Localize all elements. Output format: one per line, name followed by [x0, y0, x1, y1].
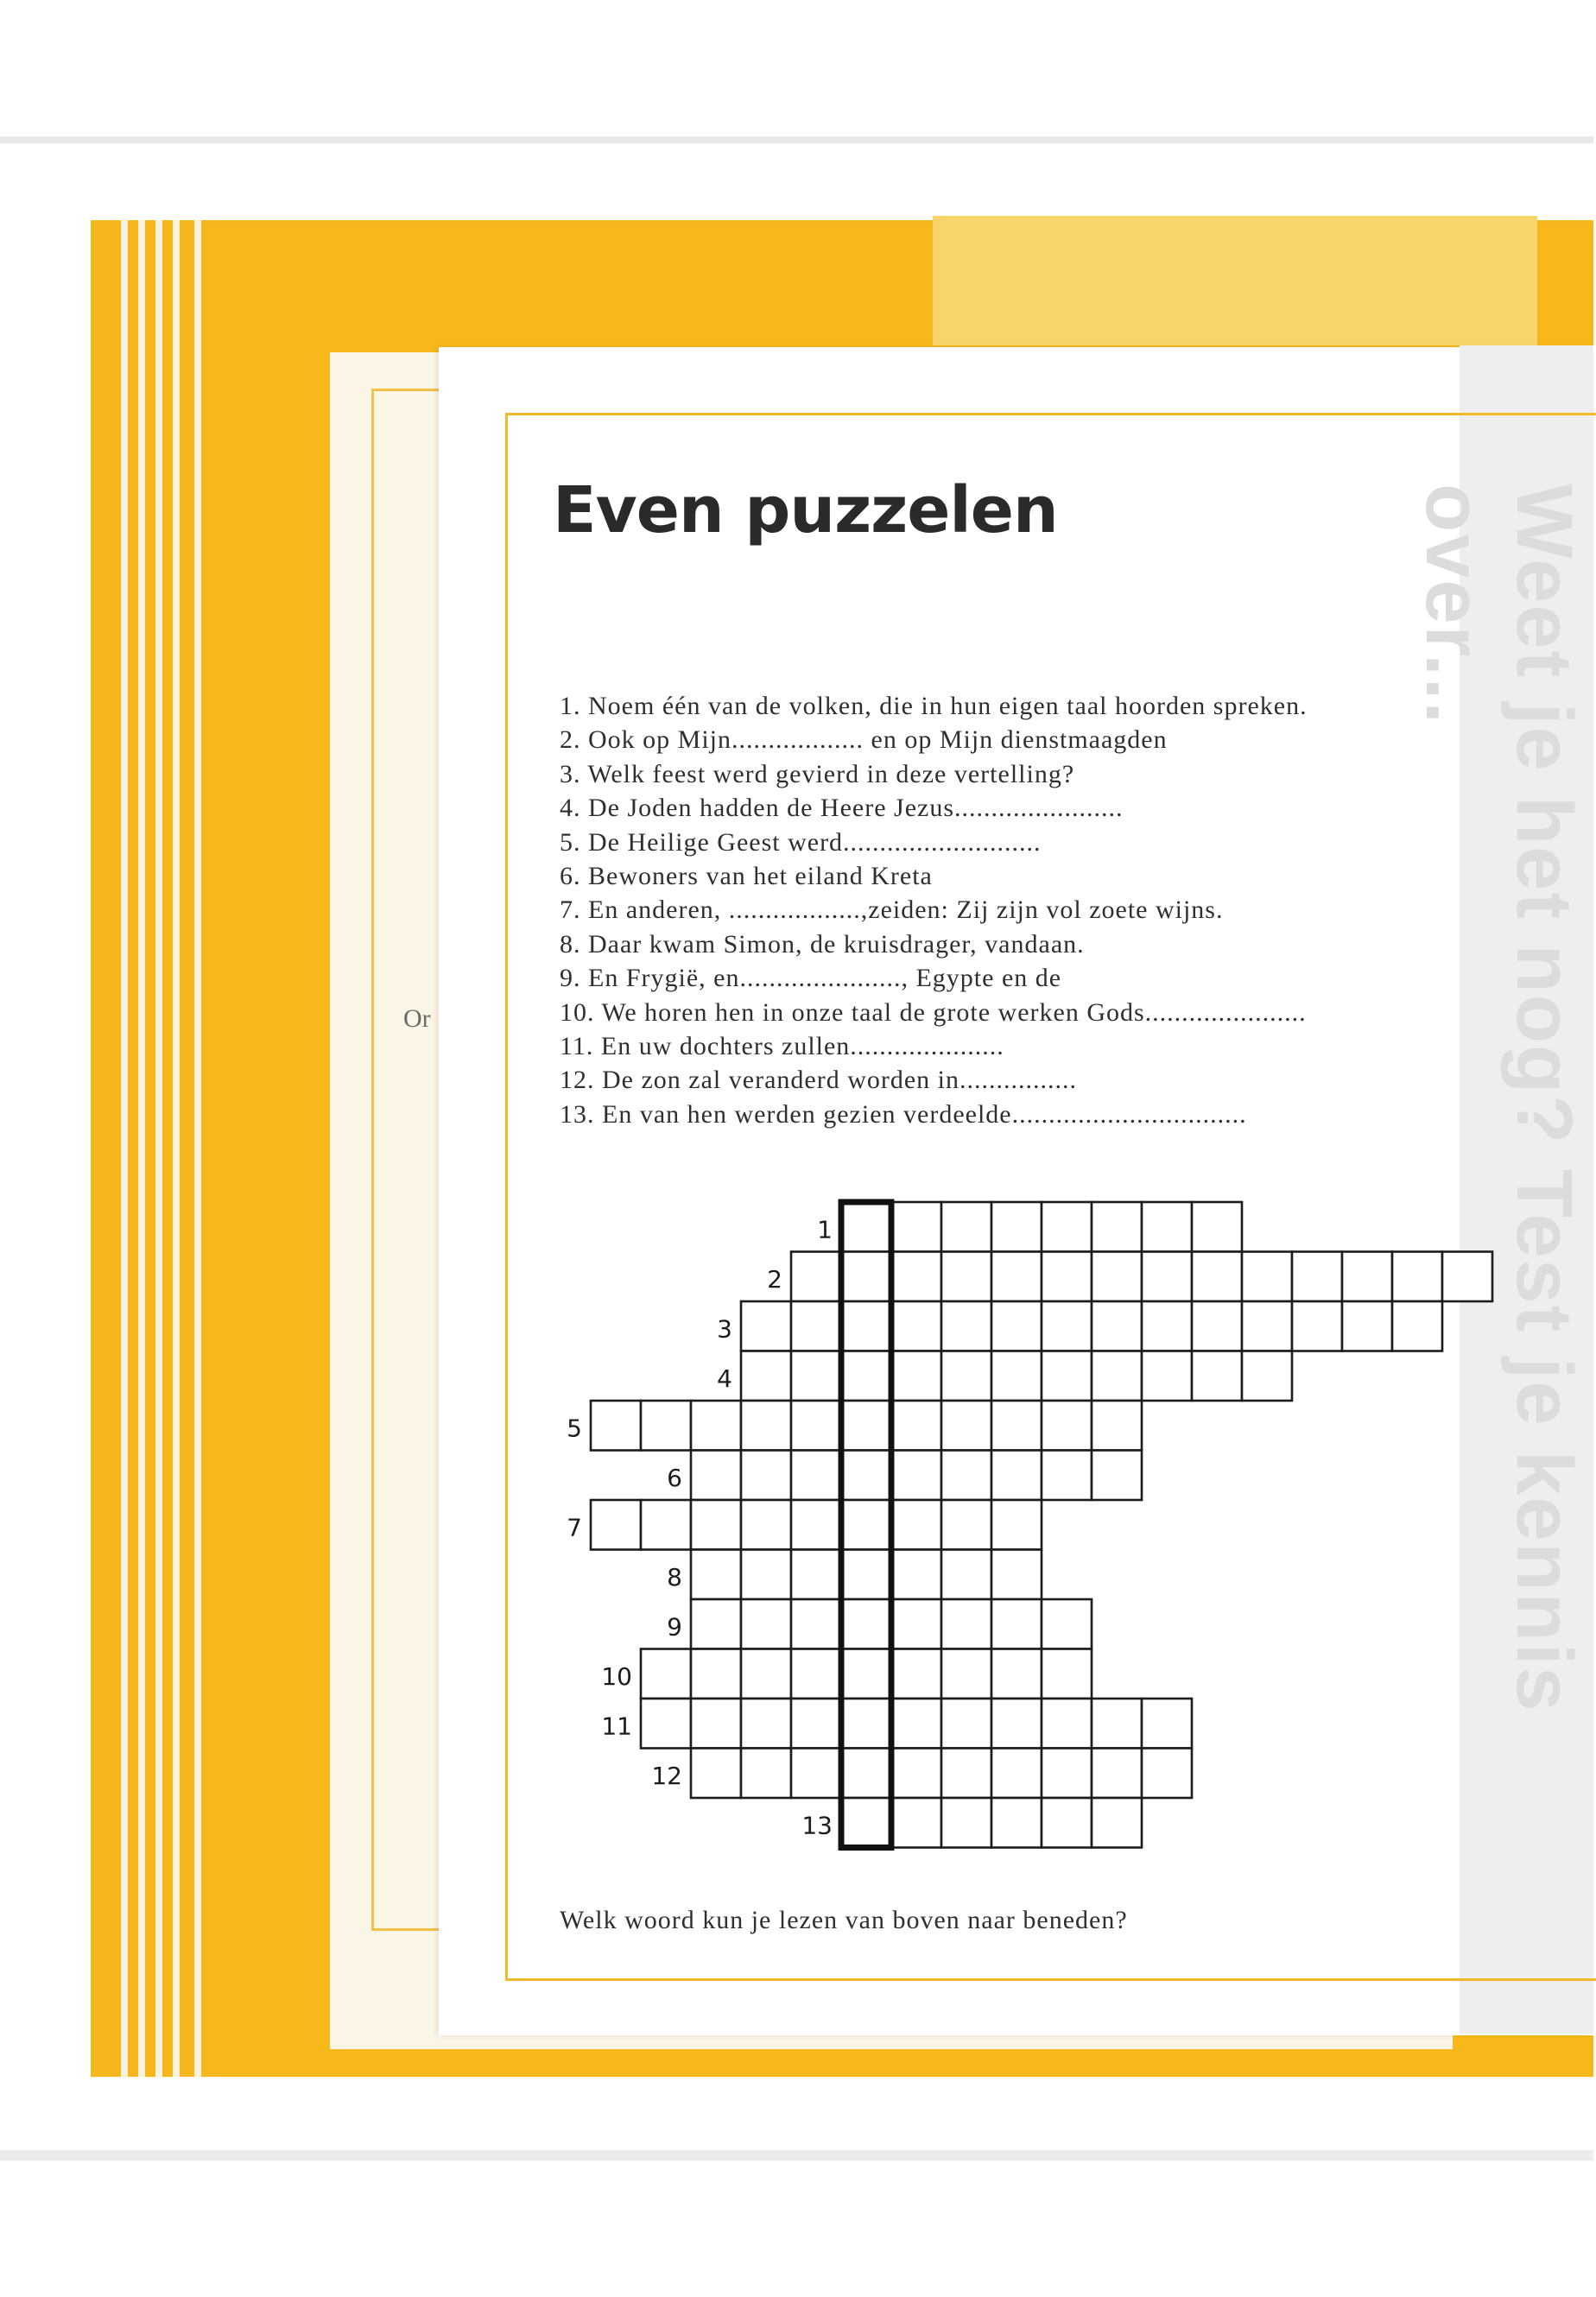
crossword-cell[interactable]: [1092, 1798, 1142, 1848]
crossword-cell[interactable]: [741, 1500, 791, 1550]
crossword-cell[interactable]: [1142, 1202, 1192, 1252]
crossword-cell[interactable]: [741, 1599, 791, 1649]
crossword-cell[interactable]: [891, 1749, 941, 1799]
stack-edge: [138, 220, 145, 2077]
crossword-cell[interactable]: [1042, 1798, 1092, 1848]
question-item: 3. Welk feest werd gevierd in deze vertelling?: [560, 759, 1075, 788]
worn-cover-area: [933, 216, 1537, 345]
crossword-row: [567, 1401, 1142, 1451]
crossword-cell[interactable]: [941, 1252, 991, 1302]
crossword-cell[interactable]: [591, 1401, 641, 1451]
crossword-cell[interactable]: [941, 1451, 991, 1501]
row-number: 7: [567, 1513, 582, 1542]
crossword-cell[interactable]: [691, 1599, 741, 1649]
crossword-cell[interactable]: [891, 1351, 941, 1402]
crossword-cell[interactable]: [1092, 1401, 1142, 1451]
crossword-cell[interactable]: [691, 1401, 741, 1451]
crossword-cell[interactable]: [741, 1749, 791, 1799]
crossword-cell[interactable]: [1242, 1301, 1292, 1351]
crossword-row: [567, 1500, 1042, 1550]
question-item: 4. De Joden hadden de Heere Jezus.......................: [560, 794, 1124, 823]
question-item: 2. Ook op Mijn.................. en op Mijn dienstmaagden: [560, 725, 1168, 755]
crossword-cell[interactable]: [1192, 1351, 1242, 1402]
crossword-cell[interactable]: [791, 1550, 841, 1600]
crossword-cell[interactable]: [1392, 1252, 1442, 1302]
crossword-cell[interactable]: [891, 1252, 941, 1302]
crossword-cell[interactable]: [891, 1599, 941, 1649]
crossword-cell[interactable]: [991, 1301, 1042, 1351]
crossword-cell[interactable]: [1192, 1301, 1242, 1351]
crossword-cell[interactable]: [841, 1699, 891, 1749]
stack-edge: [173, 220, 180, 2077]
crossword-row: [601, 1649, 1092, 1699]
question-item: 13. En van hen werden gezien verdeelde................................: [560, 1099, 1247, 1129]
question-list: [560, 689, 1510, 1131]
question-item: 9. En Frygië, en......................, Egypte en de: [560, 964, 1062, 993]
crossword-cell[interactable]: [1142, 1699, 1192, 1749]
underlying-page-text: Or: [403, 1004, 431, 1033]
crossword-cell[interactable]: [741, 1699, 791, 1749]
crossword-cell[interactable]: [991, 1202, 1042, 1252]
crossword-cell[interactable]: [1092, 1451, 1142, 1501]
row-number: 4: [717, 1364, 732, 1393]
crossword-cell[interactable]: [941, 1550, 991, 1600]
scan-edge-bottom: [0, 2150, 1593, 2161]
crossword-cell[interactable]: [891, 1301, 941, 1351]
crossword-cell[interactable]: [1042, 1451, 1092, 1501]
crossword-cell[interactable]: [1192, 1252, 1242, 1302]
row-number: 2: [767, 1264, 782, 1294]
question-item: 10. We horen hen in onze taal de grote werken Gods......................: [560, 997, 1307, 1027]
crossword-cell[interactable]: [991, 1451, 1042, 1501]
crossword-cell[interactable]: [891, 1699, 941, 1749]
crossword-cell[interactable]: [691, 1550, 741, 1600]
crossword-row: [717, 1351, 1292, 1402]
crossword-cell[interactable]: [1092, 1699, 1142, 1749]
crossword-cell[interactable]: [1142, 1351, 1192, 1402]
page-title: Even puzzelen: [553, 473, 1058, 547]
crossword-cell[interactable]: [1042, 1301, 1092, 1351]
crossword-cell[interactable]: [691, 1749, 741, 1799]
crossword-cell[interactable]: [791, 1351, 841, 1402]
crossword-cell[interactable]: [1092, 1351, 1142, 1402]
crossword-cell[interactable]: [1392, 1301, 1442, 1351]
row-number: 9: [667, 1612, 682, 1642]
crossword-row: [667, 1599, 1092, 1649]
crossword-cell[interactable]: [1442, 1252, 1492, 1302]
row-number: 3: [717, 1314, 732, 1344]
crossword-cell[interactable]: [991, 1500, 1042, 1550]
crossword-cell[interactable]: [741, 1451, 791, 1501]
crossword-cell[interactable]: [791, 1500, 841, 1550]
crossword-cell[interactable]: [741, 1649, 791, 1699]
crossword-row: [667, 1550, 1042, 1600]
crossword-cell[interactable]: [1142, 1749, 1192, 1799]
row-number: 1: [817, 1215, 833, 1244]
stack-edge: [155, 220, 162, 2077]
crossword-row: [651, 1749, 1192, 1799]
crossword-cell[interactable]: [1042, 1351, 1092, 1402]
crossword-cell[interactable]: [1092, 1301, 1142, 1351]
question-item: 6. Bewoners van het eiland Kreta: [560, 861, 933, 890]
crossword-cell[interactable]: [841, 1401, 891, 1451]
crossword-cell[interactable]: [1092, 1202, 1142, 1252]
crossword-cell[interactable]: [841, 1500, 891, 1550]
row-number: 12: [651, 1761, 682, 1790]
crossword-cell[interactable]: [1042, 1649, 1092, 1699]
crossword-cell[interactable]: [841, 1550, 891, 1600]
crossword-cell[interactable]: [791, 1749, 841, 1799]
crossword-row: [817, 1202, 1242, 1252]
crossword-cell[interactable]: [1042, 1599, 1092, 1649]
crossword-cell[interactable]: [941, 1599, 991, 1649]
crossword-cell[interactable]: [741, 1301, 791, 1351]
row-number: 5: [567, 1414, 582, 1443]
question-item: 12. De zon zal veranderd worden in................: [560, 1066, 1077, 1095]
crossword-cell[interactable]: [1242, 1252, 1292, 1302]
crossword-cell[interactable]: [1292, 1301, 1342, 1351]
crossword-cell[interactable]: [691, 1649, 741, 1699]
crossword-cell[interactable]: [591, 1500, 641, 1550]
crossword-cell[interactable]: [1042, 1252, 1092, 1302]
crossword-cell[interactable]: [791, 1301, 841, 1351]
stack-edge: [194, 220, 201, 2077]
crossword-cell[interactable]: [891, 1649, 941, 1699]
question-item: 5. De Heilige Geest werd...........................: [560, 827, 1042, 857]
crossword-cell[interactable]: [891, 1550, 941, 1600]
crossword-cell[interactable]: [641, 1500, 691, 1550]
crossword-cell[interactable]: [841, 1351, 891, 1402]
crossword-cell[interactable]: [841, 1202, 891, 1252]
crossword-cell[interactable]: [691, 1699, 741, 1749]
crossword-cell[interactable]: [841, 1451, 891, 1501]
crossword-cell[interactable]: [991, 1599, 1042, 1649]
footer-question: Welk woord kun je lezen van boven naar beneden?: [560, 1906, 1128, 1934]
crossword-cell[interactable]: [1042, 1699, 1092, 1749]
show-through-text: Weet je het nog? Test je kennis over...: [1409, 484, 1588, 1713]
crossword-cell[interactable]: [641, 1649, 691, 1699]
crossword-cell[interactable]: [741, 1351, 791, 1402]
crossword-cell[interactable]: [1092, 1252, 1142, 1302]
crossword-cell[interactable]: [991, 1252, 1042, 1302]
crossword-grid: [553, 1192, 1503, 1865]
crossword-cell[interactable]: [991, 1699, 1042, 1749]
crossword-cell[interactable]: [791, 1401, 841, 1451]
crossword-cell[interactable]: [891, 1500, 941, 1550]
question-item: 1. Noem één van de volken, die in hun eigen taal hoorden spreken.: [560, 692, 1308, 720]
crossword-cell[interactable]: [841, 1749, 891, 1799]
question-item: 8. Daar kwam Simon, de kruisdrager, vandaan.: [560, 929, 1085, 959]
crossword-cell[interactable]: [1242, 1351, 1292, 1402]
crossword-cell[interactable]: [891, 1202, 941, 1252]
crossword-cell[interactable]: [941, 1301, 991, 1351]
crossword-cell[interactable]: [941, 1798, 991, 1848]
crossword-cell[interactable]: [841, 1252, 891, 1302]
crossword-cell[interactable]: [941, 1500, 991, 1550]
crossword-cell[interactable]: [941, 1351, 991, 1402]
crossword-cell[interactable]: [691, 1451, 741, 1501]
crossword-cell[interactable]: [841, 1649, 891, 1699]
crossword-cell[interactable]: [1142, 1252, 1192, 1302]
row-number: 10: [601, 1661, 632, 1691]
crossword-row: [801, 1798, 1142, 1848]
crossword-cell[interactable]: [991, 1798, 1042, 1848]
stack-edge: [121, 220, 128, 2077]
crossword-cell[interactable]: [991, 1649, 1042, 1699]
crossword-cell[interactable]: [741, 1550, 791, 1600]
crossword-cell[interactable]: [1092, 1749, 1142, 1799]
crossword-cell[interactable]: [791, 1599, 841, 1649]
crossword-cell[interactable]: [991, 1351, 1042, 1402]
row-number: 8: [667, 1562, 682, 1591]
row-number: 6: [667, 1463, 682, 1492]
crossword-cell[interactable]: [841, 1599, 891, 1649]
question-item: 7. En anderen, ..................,zeiden: Zij zijn vol zoete wijns.: [560, 895, 1224, 925]
crossword-cell[interactable]: [941, 1699, 991, 1749]
question-item: 11. En uw dochters zullen.....................: [560, 1031, 1004, 1060]
crossword-cell[interactable]: [1342, 1252, 1392, 1302]
crossword-cell[interactable]: [741, 1401, 791, 1451]
crossword-row: [601, 1699, 1192, 1749]
crossword-cell[interactable]: [841, 1301, 891, 1351]
crossword-cell[interactable]: [991, 1401, 1042, 1451]
scan-edge-top: [0, 136, 1593, 143]
crossword-cell[interactable]: [891, 1451, 941, 1501]
crossword-cell[interactable]: [941, 1202, 991, 1252]
crossword-cell[interactable]: [1042, 1749, 1092, 1799]
crossword-cell[interactable]: [891, 1401, 941, 1451]
crossword-cell[interactable]: [941, 1649, 991, 1699]
crossword-cell[interactable]: [841, 1798, 891, 1848]
crossword-cell[interactable]: [791, 1699, 841, 1749]
crossword-row: [767, 1252, 1492, 1302]
crossword-cell[interactable]: [641, 1699, 691, 1749]
crossword-row: [717, 1301, 1442, 1351]
crossword-cell[interactable]: [1342, 1301, 1392, 1351]
crossword-cell[interactable]: [1192, 1202, 1242, 1252]
crossword-cell[interactable]: [791, 1252, 841, 1302]
crossword-cell[interactable]: [691, 1500, 741, 1550]
crossword-cell[interactable]: [1142, 1301, 1192, 1351]
crossword-cell[interactable]: [1042, 1401, 1092, 1451]
row-number: 11: [601, 1712, 632, 1741]
crossword-cell[interactable]: [1292, 1252, 1342, 1302]
crossword-cell[interactable]: [641, 1401, 691, 1451]
crossword-row: [667, 1451, 1142, 1501]
crossword-cell[interactable]: [891, 1798, 941, 1848]
crossword-cell[interactable]: [941, 1749, 991, 1799]
crossword-cell[interactable]: [1042, 1202, 1092, 1252]
crossword-cell[interactable]: [991, 1550, 1042, 1600]
crossword-cell[interactable]: [941, 1401, 991, 1451]
crossword-cell[interactable]: [791, 1451, 841, 1501]
row-number: 13: [801, 1811, 833, 1840]
crossword-cell[interactable]: [791, 1649, 841, 1699]
crossword-cell[interactable]: [991, 1749, 1042, 1799]
